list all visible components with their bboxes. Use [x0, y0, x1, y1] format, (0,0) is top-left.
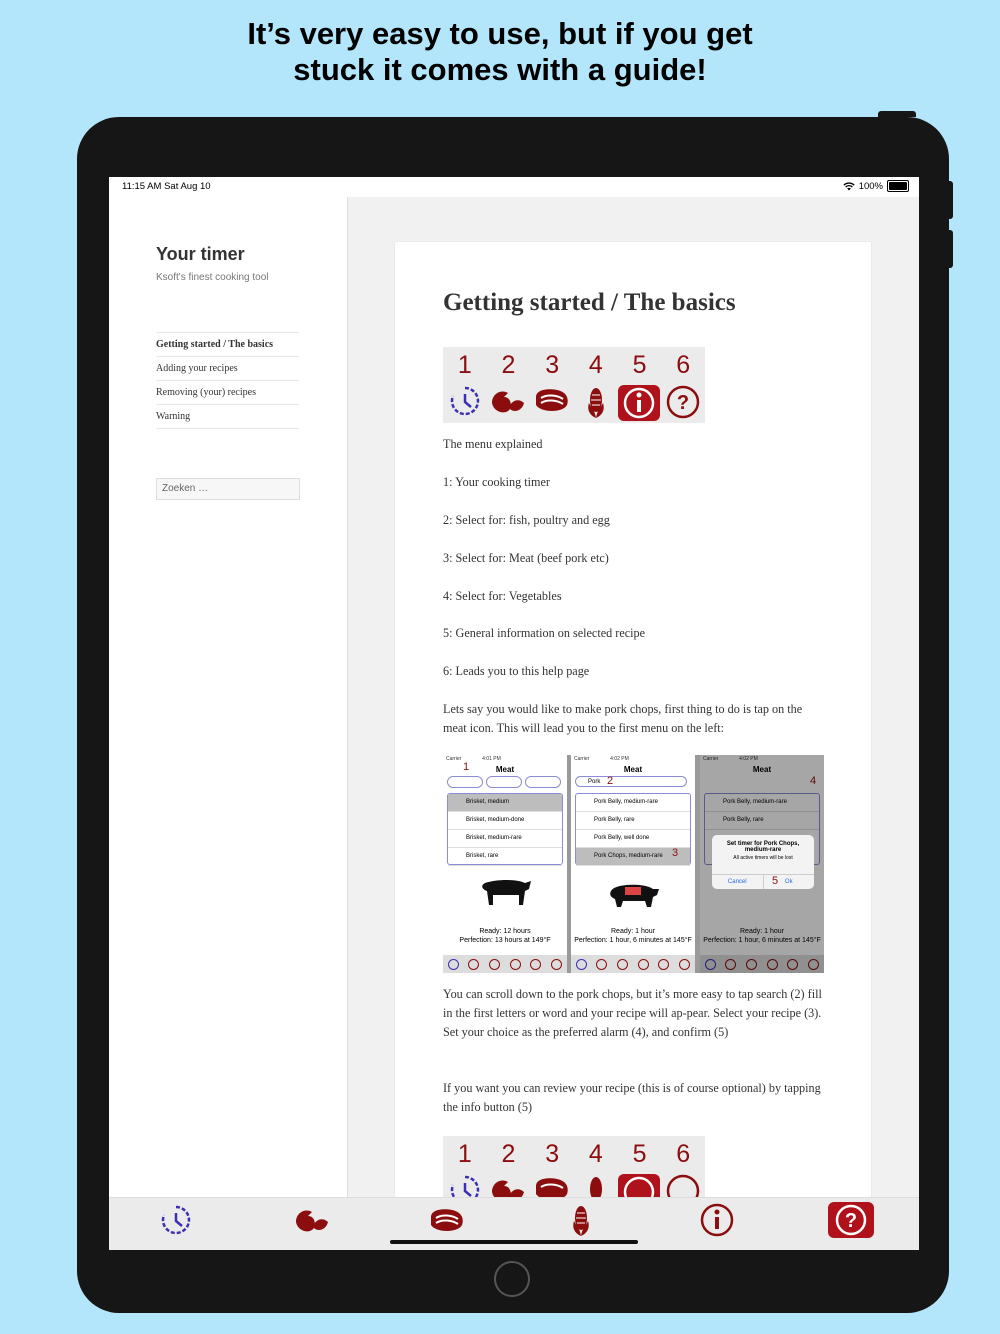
paragraph: 2: Select for: fish, poultry and egg — [443, 513, 610, 527]
info-icon — [700, 1203, 734, 1237]
dialog-title: Set timer for Pork Chops, medium-rare — [726, 841, 800, 853]
timer-icon — [160, 1204, 192, 1236]
phone-title: Meat — [752, 765, 772, 774]
list-item: Brisket, medium — [448, 794, 562, 812]
list-item: Pork Chops, medium-rare — [576, 848, 690, 866]
svg-text:?: ? — [677, 392, 690, 414]
wifi-icon — [843, 182, 855, 191]
menu-number: 6 — [676, 1140, 691, 1168]
alert-dialog — [712, 835, 814, 889]
carrier-label: Carrier — [703, 756, 719, 762]
step-number: 5 — [772, 875, 779, 887]
dialog-ok: Ok — [763, 875, 815, 889]
home-button[interactable] — [494, 1261, 530, 1297]
pig-icon — [605, 879, 661, 911]
sidebar — [109, 197, 348, 1207]
corn-icon — [570, 1203, 592, 1237]
step-number: 2 — [607, 775, 614, 787]
list-item: Pork Belly, rare — [705, 812, 819, 830]
search-input[interactable]: Zoeken … — [156, 478, 300, 500]
phone-screen-3 — [700, 755, 824, 973]
tutorial-screenshots — [443, 755, 824, 973]
step-number: 4 — [810, 775, 817, 787]
paragraph: The menu explained — [443, 437, 543, 451]
info-icon — [617, 385, 661, 421]
tab-help[interactable] — [828, 1202, 874, 1238]
list-item: Pork Belly, medium-rare — [705, 794, 819, 812]
tab-vegetables[interactable] — [559, 1202, 603, 1238]
article-title: Getting started / The basics — [443, 289, 736, 316]
help-icon — [828, 1202, 874, 1238]
ready-text: Ready: 1 hour Perfection: 1 hour, 6 minutes at 145°F — [703, 928, 821, 944]
phone-time: 4:02 PM — [610, 756, 629, 762]
nav-item-adding-recipes[interactable]: Adding your recipes — [156, 357, 299, 381]
battery-icon — [887, 180, 909, 192]
status-time: 11:15 AM Sat Aug 10 — [122, 181, 211, 192]
carrier-label: Carrier — [574, 756, 590, 762]
list-item: Pork Belly, rare — [576, 812, 690, 830]
search-icon — [447, 776, 483, 788]
phone-tabbar — [571, 955, 695, 973]
phone-time: 4:01 PM — [482, 756, 501, 762]
list-item: Brisket, medium-done — [448, 812, 562, 830]
ready-text: Ready: 1 hour Perfection: 1 hour, 6 minutes at 145°F — [574, 928, 692, 944]
paragraph: 3: Select for: Meat (beef pork etc) — [443, 551, 609, 565]
menu-number: 5 — [632, 1140, 647, 1168]
tab-info[interactable] — [695, 1202, 739, 1238]
step-number: 3 — [672, 847, 679, 859]
phone-time: 4:02 PM — [739, 756, 758, 762]
nav-item-getting-started[interactable]: Getting started / The basics — [156, 333, 299, 357]
paragraph: 1: Your cooking timer — [443, 475, 550, 489]
battery-percentage: 100% — [858, 180, 883, 192]
timer-icon — [449, 385, 481, 417]
menu-number: 4 — [588, 351, 603, 379]
meat-icon — [533, 385, 571, 415]
tab-fish-poultry[interactable] — [290, 1202, 334, 1238]
paragraph: 4: Select for: Vegetables — [443, 589, 562, 603]
status-bar — [109, 177, 919, 197]
list-item: Brisket, medium-rare — [448, 830, 562, 848]
phone-tabbar — [443, 955, 567, 973]
site-title[interactable]: Your timer — [156, 244, 245, 264]
add-icon — [486, 776, 522, 788]
menu-number: 2 — [501, 351, 516, 379]
list-item: Pork Belly, well done — [576, 830, 690, 848]
recipe-list — [447, 793, 563, 865]
corn-icon — [585, 385, 607, 419]
menu-number: 2 — [501, 1140, 516, 1168]
phone-screen-2 — [571, 755, 695, 973]
headline-line-1: It’s very easy to use, but if you get — [247, 16, 753, 51]
list-item: Pork Belly, medium-rare — [576, 794, 690, 812]
tab-meat[interactable] — [425, 1202, 469, 1238]
site-tagline: Ksoft's finest cooking tool — [156, 272, 269, 283]
menu-number: 4 — [588, 1140, 603, 1168]
cow-icon — [477, 875, 533, 911]
carrier-label: Carrier — [446, 756, 462, 762]
menu-number: 1 — [457, 1140, 472, 1168]
paragraph: You can scroll down to the pork chops, but it’s more easy to tap search (2) fill in the first letters or word and your recipe will ap-pear. Select your recipe (3). Set your choice as the preferred alarm (4), and confirm (5) — [443, 987, 822, 1039]
ready-text: Ready: 12 hours Perfection: 13 hours at 149°F — [459, 928, 551, 944]
paragraph: If you want you can review your recipe (this is of course optional) by tapping the info button (5) — [443, 1081, 821, 1114]
paragraph: 5: General information on selected recipe — [443, 626, 646, 640]
paragraph: Lets say you would like to make pork chops, first thing to do is tap on the meat icon. This will lead you to the first menu on the left: — [443, 702, 803, 735]
phone-title: Meat — [623, 765, 643, 774]
menu-number: 5 — [632, 351, 647, 379]
menu-legend-image — [443, 347, 705, 423]
tab-timer[interactable] — [154, 1202, 198, 1238]
menu-number: 3 — [545, 1140, 560, 1168]
home-indicator[interactable] — [390, 1240, 638, 1244]
paragraph: 6: Leads you to this help page — [443, 664, 590, 678]
menu-number: 3 — [545, 351, 560, 379]
fish-poultry-icon — [292, 1204, 332, 1236]
phone-title: Meat — [495, 765, 515, 774]
svg-text:?: ? — [844, 1210, 858, 1232]
list-item: Brisket, rare — [448, 848, 562, 866]
phone-search-field: Pork — [575, 776, 687, 787]
phone-screen-1 — [443, 755, 567, 973]
promo-headline — [0, 16, 1000, 88]
nav-item-warning[interactable]: Warning — [156, 405, 299, 429]
alarm-icon — [525, 776, 561, 788]
phone-toolbar — [447, 776, 561, 788]
headline-line-2: stuck it comes with a guide! — [293, 52, 707, 87]
dialog-note: All active timers will be lost — [733, 855, 793, 861]
nav-item-removing-recipes[interactable]: Removing (your) recipes — [156, 381, 299, 405]
step-number: 1 — [463, 761, 470, 773]
sidebar-nav — [156, 332, 299, 429]
help-icon — [666, 385, 700, 419]
meat-icon — [428, 1205, 466, 1235]
device-screen — [109, 177, 919, 1250]
dialog-cancel: Cancel — [727, 879, 747, 885]
fish-poultry-icon — [488, 385, 528, 417]
menu-number: 6 — [676, 351, 691, 379]
menu-number: 1 — [457, 351, 472, 379]
